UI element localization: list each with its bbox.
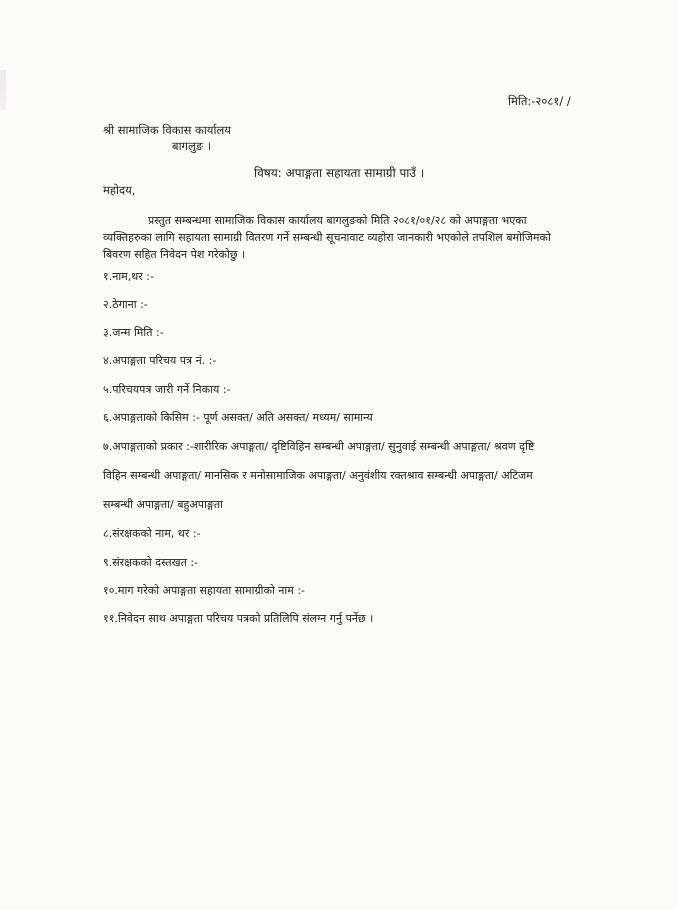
item-name: १.नाम,थर :- <box>103 270 154 283</box>
salutation: महोदय, <box>103 183 136 197</box>
item-disability-type-cont-2: सम्बन्धी अपाङ्गता/ बहुअपाङ्गता <box>103 498 223 511</box>
body-line-1: प्रस्तुत सम्बन्धमा सामाजिक विकास कार्यालय बागलुङको मिति २०८१/०१/२८ को अपाङ्गता भएका <box>148 214 527 227</box>
body-line-3: बिवरण सहित निवेदन पेश गरेकोछु । <box>103 248 246 261</box>
item-guardian-signature: ९.संरक्षकको दस्तखत :- <box>103 556 199 569</box>
item-id-card-number: ४.अपाङ्गता परिचय पत्र नं. :- <box>103 354 217 367</box>
scan-edge-mark <box>0 70 6 110</box>
body-line-2: व्यक्तिहरुका लागि सहायता सामाग्री वितरण गर्ने सम्बन्धी सूचनावाट व्यहोरा जानकारी भएकोले तपशिल बमोजिमको <box>103 231 551 244</box>
item-guardian-name: ८.संरक्षकको नाम, थर :- <box>103 527 201 540</box>
item-issuing-authority: ५.परिचयपत्र जारी गर्ने निकाय :- <box>103 383 231 396</box>
recipient-office: श्री सामाजिक विकास कार्यालय <box>103 123 231 137</box>
item-disability-type-cont-1: विहिन सम्बन्धी अपाङ्गता/ मानसिक र मनोसामाजिक अपाङ्गता/ अनुवंशीय रक्तश्राव सम्बन्धी अपाङ्गता/ अटिजम <box>103 469 533 482</box>
letter-date: मिति:-२०८१/ / <box>508 94 571 108</box>
item-disability-severity: ६.अपाङ्गताको किसिम :- पूर्ण असक्त/ अति असक्त/ मध्यम/ सामान्य <box>103 411 373 424</box>
item-address: २.ठेगाना :- <box>103 298 148 311</box>
item-requested-equipment: १०.माग गरेको अपाङ्गता सहायता सामाग्रीको नाम :- <box>103 584 306 597</box>
item-disability-type: ७.अपाङ्गताको प्रकार :-शारीरिक अपाङ्गता/ दृष्टिविहिन सम्बन्धी अपाङ्गता/ सुनुवाई सम्बन्धी अपाङ्गता/ श्रवण दृष्टि <box>103 440 535 453</box>
recipient-location: बागलुङ । <box>172 139 212 153</box>
item-dob: ३.जन्म मिति :- <box>103 326 164 339</box>
letter-subject: विषय: अपाङ्गता सहायता सामाग्री पाउँ । <box>254 166 425 180</box>
item-attachment-note: ११.निवेदन साथ अपाङ्गता परिचय पत्रको प्रतिलिपि संलग्न गर्नु पर्नेछ । <box>103 612 374 625</box>
